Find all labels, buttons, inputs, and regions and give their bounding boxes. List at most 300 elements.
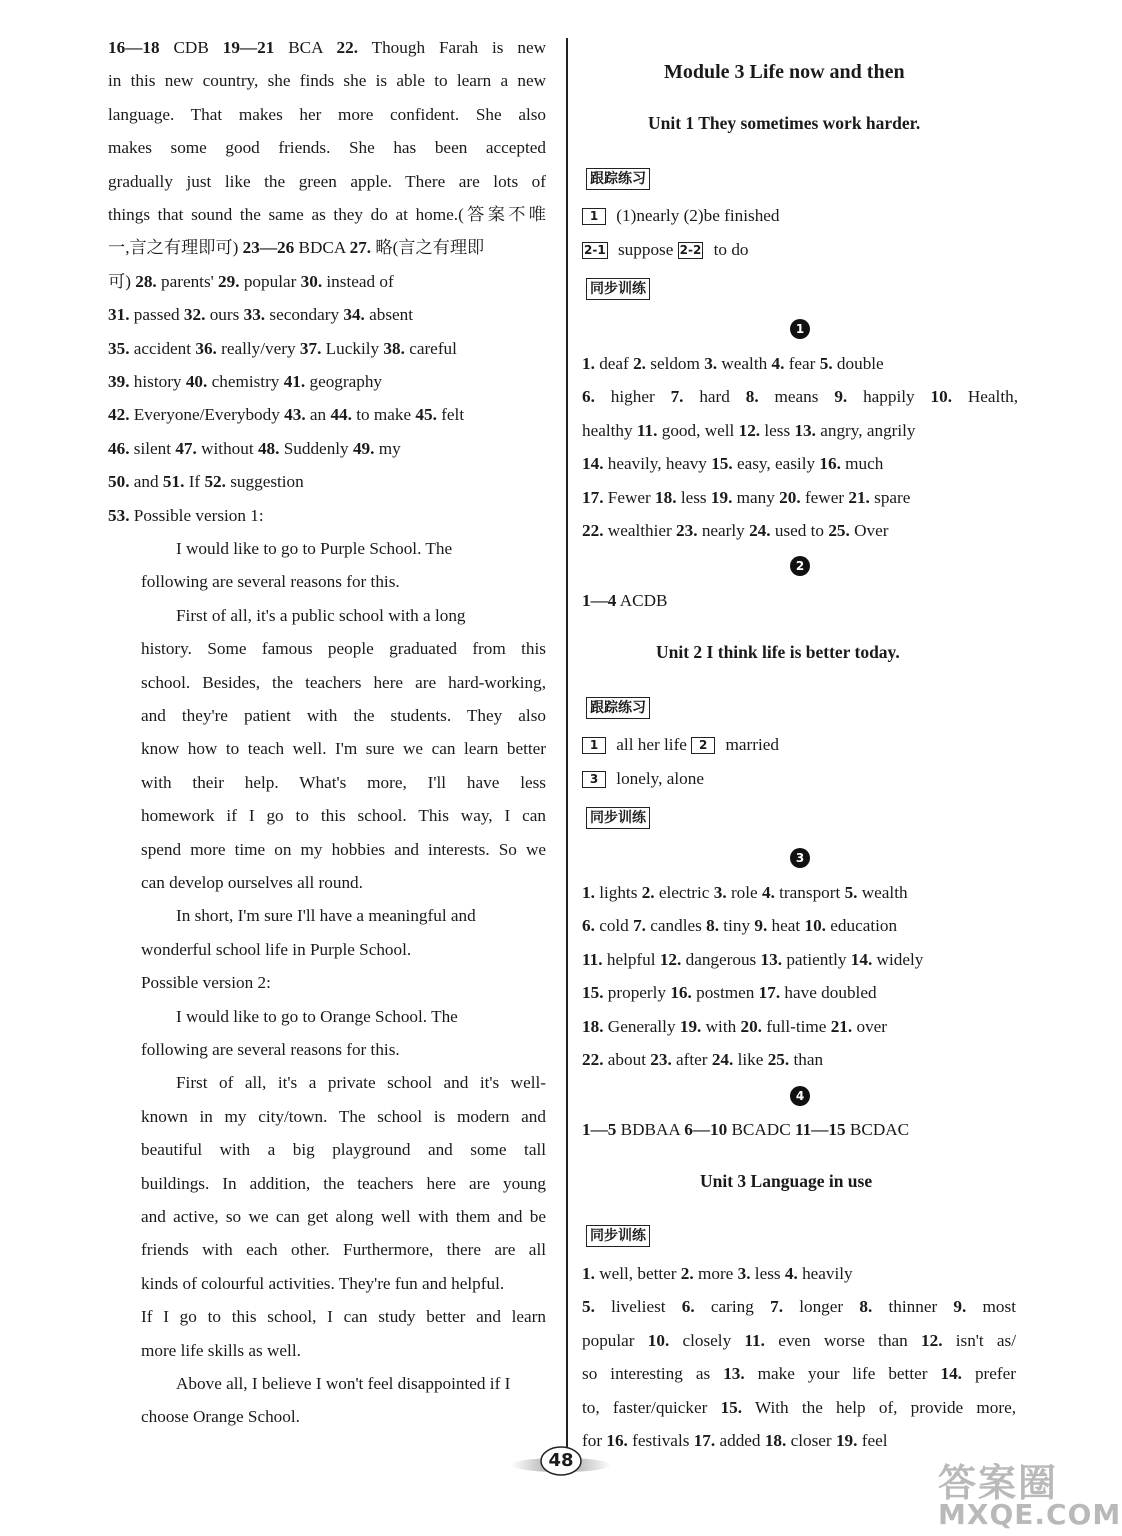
answer-text: for: [582, 1431, 607, 1450]
section-number-badge: 1: [790, 319, 810, 339]
answer-line: [582, 421, 916, 441]
answer-line: [582, 735, 779, 755]
answer-text: With the help of, provide more,: [742, 1397, 1017, 1417]
item-number: 2.: [641, 883, 655, 902]
item-number: 12.: [659, 949, 682, 969]
answer-line: [582, 1120, 909, 1140]
item-number: 2.: [680, 1264, 694, 1283]
answer-text: friends with each other. Furthermore, there are all: [141, 1240, 546, 1260]
answer-line: [108, 339, 457, 359]
item-number: 18.: [582, 1016, 604, 1036]
sync-training-tag: 同步训练: [586, 807, 650, 829]
answer-text: careful: [404, 338, 457, 358]
answer-text: ACDB: [616, 591, 668, 610]
answer-line: [582, 1364, 1016, 1384]
answer-line: [582, 1297, 1016, 1317]
answer-line: [141, 572, 400, 592]
item-number: 33.: [243, 305, 266, 325]
answer-text: things that sound the same as they do at home.(答案不唯: [108, 205, 546, 224]
boxed-item-number: 3: [582, 771, 606, 788]
item-number: 13.: [760, 949, 783, 969]
item-number: 44.: [330, 405, 352, 425]
answer-text: popular: [239, 271, 301, 291]
answer-line: [582, 983, 877, 1003]
answer-line: [141, 1140, 546, 1160]
module-title: Module 3 Life now and then: [664, 61, 905, 83]
boxed-item-number: 2-2: [679, 243, 702, 257]
item-number: 37.: [299, 338, 322, 358]
answer-text: following are several reasons for this.: [141, 1040, 400, 1059]
item-number: 38.: [383, 338, 405, 358]
answer-text: Suddenly: [279, 438, 353, 458]
answer-text: secondary: [265, 305, 344, 325]
answer-text: heat: [767, 916, 805, 936]
item-number: 16—18: [108, 38, 160, 57]
answer-text: BDBAA: [616, 1120, 685, 1139]
answer-line: [582, 488, 910, 508]
item-number: 14.: [940, 1364, 962, 1384]
unit1-title: Unit 1 They sometimes work harder.: [648, 113, 921, 133]
answer-line: [108, 205, 546, 225]
item-number: 8.: [706, 916, 719, 936]
item-number: 19.: [835, 1431, 858, 1450]
answer-text: Everyone/Everybody: [129, 405, 285, 425]
page-number-text: 48: [548, 1450, 574, 1471]
answer-text: and: [129, 472, 163, 492]
answer-line: [141, 1207, 546, 1227]
answer-text: Health,: [952, 387, 1018, 407]
answer-text: history: [129, 372, 186, 391]
answer-text: If: [184, 472, 205, 492]
item-number: 50.: [108, 472, 130, 492]
answer-line: [582, 591, 667, 611]
answer-text: Generally: [603, 1016, 680, 1036]
item-number: 21.: [848, 487, 870, 507]
answer-text: know how to teach well. I'm sure we can learn better: [141, 739, 546, 759]
answer-line: [582, 387, 1018, 407]
answer-line: [176, 606, 466, 626]
item-number: 23.: [650, 1050, 672, 1069]
answer-text: like: [733, 1050, 768, 1069]
item-number: 30.: [300, 271, 323, 291]
answer-line: [141, 1341, 301, 1361]
item-number: 17.: [693, 1431, 716, 1450]
answer-text: language. That makes her more confident. She also: [108, 104, 546, 124]
answer-line: [176, 906, 476, 926]
answer-text: candles: [645, 916, 707, 936]
answer-line: [141, 1240, 546, 1260]
answer-text: ours: [205, 305, 244, 325]
answer-line: [141, 673, 546, 693]
answer-text: Above all, I believe I won't feel disappointed if I: [176, 1374, 511, 1393]
answer-text: happily: [847, 387, 931, 407]
answer-line: [582, 1431, 888, 1451]
item-number: 27.: [349, 238, 372, 258]
answer-text: with: [701, 1016, 741, 1036]
answer-line: [176, 1007, 458, 1027]
answer-text: good, well: [657, 420, 739, 440]
item-number: 5.: [582, 1297, 595, 1317]
answer-text: make your life better: [744, 1364, 941, 1384]
item-number: 4.: [761, 883, 775, 902]
answer-text: to do: [709, 240, 749, 259]
item-number: 43.: [284, 405, 306, 425]
item-number: 6.: [582, 387, 595, 407]
answer-line: [176, 1374, 510, 1394]
answer-line: [582, 1264, 853, 1284]
answer-line: [108, 405, 464, 425]
page-number: [509, 1443, 613, 1479]
item-number: 6—10: [684, 1120, 728, 1139]
answer-text: without: [196, 438, 258, 458]
item-number: 42.: [108, 405, 130, 425]
item-number: 49.: [352, 438, 375, 458]
answer-text: can develop ourselves all round.: [141, 873, 363, 892]
answer-text: even worse than: [764, 1330, 921, 1350]
answer-text: festivals: [627, 1431, 694, 1450]
answer-text: wealth: [857, 883, 908, 902]
sync-training-tag: 同步训练: [586, 1225, 650, 1247]
item-number: 48.: [257, 438, 280, 458]
answer-text: electric: [654, 883, 714, 902]
answer-line: [141, 873, 363, 893]
answer-line: [141, 739, 546, 759]
item-number: 9.: [953, 1297, 967, 1317]
item-number: 1.: [582, 1264, 595, 1283]
answer-line: [108, 506, 264, 526]
answer-text: following are several reasons for this.: [141, 572, 400, 592]
item-number: 10.: [647, 1330, 670, 1350]
answer-line: [108, 472, 304, 492]
item-number: 46.: [108, 438, 130, 458]
track-practice-tag: 跟踪练习: [586, 697, 650, 719]
answer-text: wealth: [717, 354, 772, 373]
answer-line: [582, 1398, 1016, 1418]
answer-text: choose Orange School.: [141, 1407, 300, 1427]
section-number-badge: 3: [790, 848, 810, 868]
answer-text: BCADC: [727, 1120, 795, 1139]
item-number: 25.: [828, 521, 850, 540]
item-number: 18.: [764, 1431, 787, 1450]
answer-line: [141, 806, 546, 826]
answer-text: wealthier: [603, 521, 677, 540]
answer-text: much: [840, 454, 884, 474]
item-number: 19—21: [222, 38, 275, 57]
answer-line: [141, 1307, 546, 1327]
item-number: 8.: [745, 387, 759, 407]
item-number: 2.: [633, 354, 646, 373]
item-number: 53.: [108, 505, 130, 525]
answer-line: [582, 454, 883, 474]
item-number: 16.: [670, 983, 692, 1003]
item-number: 45.: [415, 405, 437, 425]
answer-text: In short, I'm sure I'll have a meaningful and: [176, 906, 476, 926]
answer-text: First of all, it's a private school and it's well-: [176, 1073, 546, 1093]
answer-text: healthy: [582, 420, 637, 440]
item-number: 19.: [679, 1016, 702, 1036]
answer-text: homework if I go to this school. This way, I can: [141, 806, 546, 826]
answer-text: wonderful school life in Purple School.: [141, 939, 412, 959]
answer-line: [141, 1274, 504, 1294]
item-number: 31.: [108, 305, 130, 325]
answer-text: heavily: [797, 1264, 853, 1283]
answer-text: BDCA: [294, 238, 350, 258]
answer-text: an: [305, 405, 331, 425]
answer-line: [141, 773, 546, 793]
item-number: 3.: [737, 1264, 751, 1283]
answer-text: longer: [782, 1297, 860, 1317]
answer-text: spend more time on my hobbies and interests. So we: [141, 839, 546, 859]
answer-text: transport: [774, 883, 845, 902]
item-number: 1.: [582, 883, 595, 902]
item-number: 6.: [681, 1297, 695, 1317]
answer-text: dangerous: [681, 949, 761, 969]
answer-line: [582, 240, 749, 260]
item-number: 39.: [108, 372, 130, 391]
item-number: 20.: [740, 1016, 762, 1036]
answer-line: [582, 354, 884, 374]
sync-training-tag: 同步训练: [586, 278, 650, 300]
answer-line: [582, 521, 888, 541]
answer-text: to, faster/quicker: [582, 1397, 721, 1417]
answer-text: Luckily: [321, 338, 384, 358]
answer-text: BCA: [274, 38, 337, 57]
answer-line: [108, 38, 546, 58]
answer-text: 略(言之有理即: [371, 238, 485, 258]
answer-text: angry, angrily: [815, 420, 916, 440]
answer-text: chemistry: [207, 372, 284, 391]
answer-line: [108, 105, 546, 125]
answer-text: (1)nearly (2)be finished: [612, 206, 780, 225]
item-number: 11—15: [794, 1120, 846, 1139]
item-number: 9.: [834, 387, 848, 407]
answer-line: [108, 138, 546, 158]
answer-text: Over: [849, 521, 889, 540]
answer-text: school. Besides, the teachers here are hard-working,: [141, 672, 546, 692]
site-watermark: [938, 1452, 1122, 1532]
item-number: 17.: [582, 487, 604, 507]
column-divider: [566, 38, 568, 1450]
answer-text: known in my city/town. The school is modern and: [141, 1106, 546, 1126]
watermark-cn: 答案圈: [938, 1461, 1059, 1505]
answer-text: less: [760, 420, 795, 440]
item-number: 12.: [921, 1330, 943, 1350]
item-number: 16.: [606, 1431, 628, 1450]
boxed-item-number: 2-1: [584, 243, 606, 257]
item-number: 28.: [135, 271, 157, 291]
answer-line: [108, 372, 382, 392]
answer-text: full-time: [761, 1016, 831, 1036]
answer-text: education: [825, 916, 898, 936]
answer-text: most: [966, 1297, 1016, 1317]
answer-line: [141, 1174, 546, 1194]
boxed-item-number: 1: [582, 208, 606, 225]
answer-line: [141, 1407, 300, 1427]
answer-text: tiny: [719, 916, 755, 936]
answer-text: double: [832, 354, 884, 373]
answer-text: less: [750, 1264, 785, 1283]
answer-line: [108, 238, 484, 258]
answer-text: postmen: [691, 983, 759, 1003]
answer-text: Though Farah is new: [357, 38, 546, 57]
item-number: 35.: [108, 338, 130, 358]
answer-text: my: [374, 438, 401, 458]
answer-line: [582, 1050, 823, 1070]
answer-text: role: [726, 883, 762, 902]
answer-text: kinds of colourful activities. They're fun and helpful.: [141, 1273, 505, 1293]
answer-text: all her life: [612, 735, 692, 754]
item-number: 24.: [749, 521, 771, 540]
answer-text: higher: [594, 387, 671, 407]
item-number: 5.: [819, 354, 833, 373]
answer-text: nearly: [697, 521, 750, 540]
item-number: 8.: [859, 1297, 873, 1317]
item-number: 9.: [754, 916, 768, 936]
answer-text: passed: [129, 305, 184, 325]
answer-text: widely: [872, 949, 924, 969]
boxed-item-number: 2: [691, 737, 715, 754]
item-number: 24.: [711, 1050, 734, 1069]
answer-text: If I go to this school, I can study better and learn: [141, 1307, 546, 1327]
item-number: 47.: [175, 438, 197, 458]
section-number-badge: 4: [790, 1086, 810, 1106]
item-number: 10.: [804, 916, 826, 936]
answer-text: about: [603, 1050, 651, 1069]
answer-text: 可): [108, 271, 136, 291]
answer-text: means: [758, 387, 835, 407]
item-number: 21.: [830, 1016, 853, 1036]
item-number: 22.: [582, 1050, 604, 1069]
answer-text: spare: [869, 487, 911, 507]
track-practice-tag: 跟踪练习: [586, 168, 650, 190]
answer-text: geography: [305, 372, 383, 391]
answer-text: beautiful with a big playground and some tall: [141, 1140, 546, 1160]
answer-line: [176, 539, 452, 559]
answer-line: [108, 439, 401, 459]
unit3-title: Unit 3 Language in use: [700, 1171, 873, 1191]
item-number: 7.: [670, 387, 684, 407]
answer-text: felt: [436, 405, 465, 425]
answer-line: [582, 1331, 1016, 1351]
answer-text: so interesting as: [582, 1364, 724, 1384]
answer-text: really/very: [216, 338, 300, 358]
answer-line: [176, 1073, 546, 1093]
item-number: 7.: [770, 1297, 783, 1317]
answer-text: seldom: [645, 354, 705, 373]
answer-text: absent: [364, 305, 414, 325]
item-number: 1—5: [582, 1120, 617, 1139]
item-number: 36.: [195, 338, 217, 358]
answer-text: BCDAC: [845, 1120, 910, 1139]
answer-line: [141, 840, 546, 860]
answer-text: more: [693, 1264, 738, 1283]
answer-text: silent: [129, 438, 176, 458]
item-number: 1—4: [582, 591, 617, 610]
item-number: 20.: [779, 487, 801, 507]
answer-text: caring: [694, 1297, 771, 1317]
answer-text: patiently: [782, 949, 851, 969]
item-number: 7.: [633, 916, 646, 936]
answer-text: isn't as/: [942, 1330, 1016, 1350]
item-number: 11.: [582, 949, 603, 969]
answer-text: lonely, alone: [612, 769, 704, 788]
answer-text: feel: [857, 1431, 888, 1450]
answer-text: Possible version 1:: [129, 505, 264, 525]
item-number: 15.: [720, 1397, 743, 1417]
answer-line: [141, 973, 271, 993]
item-number: 16.: [819, 454, 841, 474]
answer-text: I would like to go to Orange School. The: [176, 1006, 458, 1026]
item-number: 29.: [218, 271, 240, 291]
answer-line: [141, 706, 546, 726]
answer-text: First of all, it's a public school with a long: [176, 605, 466, 625]
answer-line: [582, 883, 908, 903]
answer-text: deaf: [594, 354, 634, 373]
answer-text: popular: [582, 1330, 648, 1350]
item-number: 23—26: [242, 238, 295, 258]
answer-text: hard: [683, 387, 746, 407]
answer-text: cold: [594, 916, 634, 936]
answer-text: closer: [786, 1431, 836, 1450]
item-number: 5.: [844, 883, 858, 902]
section-number-badge: 2: [790, 556, 810, 576]
answer-line: [582, 916, 897, 936]
answer-text: heavily, heavy: [603, 454, 712, 474]
answer-line: [141, 940, 411, 960]
unit2-title: Unit 2 I think life is better today.: [656, 642, 900, 662]
item-number: 15.: [711, 454, 733, 474]
boxed-item-number: 1: [582, 737, 606, 754]
answer-text: than: [789, 1050, 824, 1069]
answer-line: [582, 206, 780, 226]
answer-text: lights: [594, 883, 642, 902]
answer-text: with their help. What's more, I'll have less: [141, 772, 546, 792]
answer-line: [108, 71, 546, 91]
item-number: 13.: [794, 420, 816, 440]
answer-line: [582, 769, 704, 789]
answer-text: buildings. In addition, the teachers here are young: [141, 1173, 546, 1193]
answer-line: [108, 272, 394, 292]
item-number: 17.: [758, 983, 781, 1003]
answer-text: 一,言之有理即可): [108, 238, 243, 258]
answer-line: [582, 950, 923, 970]
answer-text: Possible version 2:: [141, 973, 271, 993]
answer-text: more life skills as well.: [141, 1340, 301, 1360]
answer-text: prefer: [961, 1364, 1016, 1384]
answer-text: thinner: [872, 1297, 954, 1317]
answer-line: [582, 1017, 887, 1037]
answer-text: after: [671, 1050, 712, 1069]
item-number: 25.: [767, 1050, 790, 1069]
item-number: 22.: [582, 521, 604, 540]
item-number: 51.: [162, 472, 185, 492]
item-number: 13.: [723, 1364, 745, 1384]
answer-text: and active, so we can get along well with them and be: [141, 1207, 546, 1226]
item-number: 40.: [185, 372, 208, 391]
item-number: 1.: [582, 354, 595, 373]
item-number: 4.: [771, 354, 785, 373]
item-number: 41.: [283, 372, 306, 391]
answer-text: used to: [770, 521, 829, 540]
item-number: 14.: [582, 454, 604, 474]
answer-text: parents': [156, 271, 219, 291]
answer-text: suppose: [613, 240, 678, 259]
answer-text: accident: [129, 338, 196, 358]
answer-text: have doubled: [780, 983, 877, 1003]
answer-text: closely: [669, 1330, 745, 1350]
answer-text: to make: [351, 405, 416, 425]
item-number: 22.: [336, 38, 358, 57]
